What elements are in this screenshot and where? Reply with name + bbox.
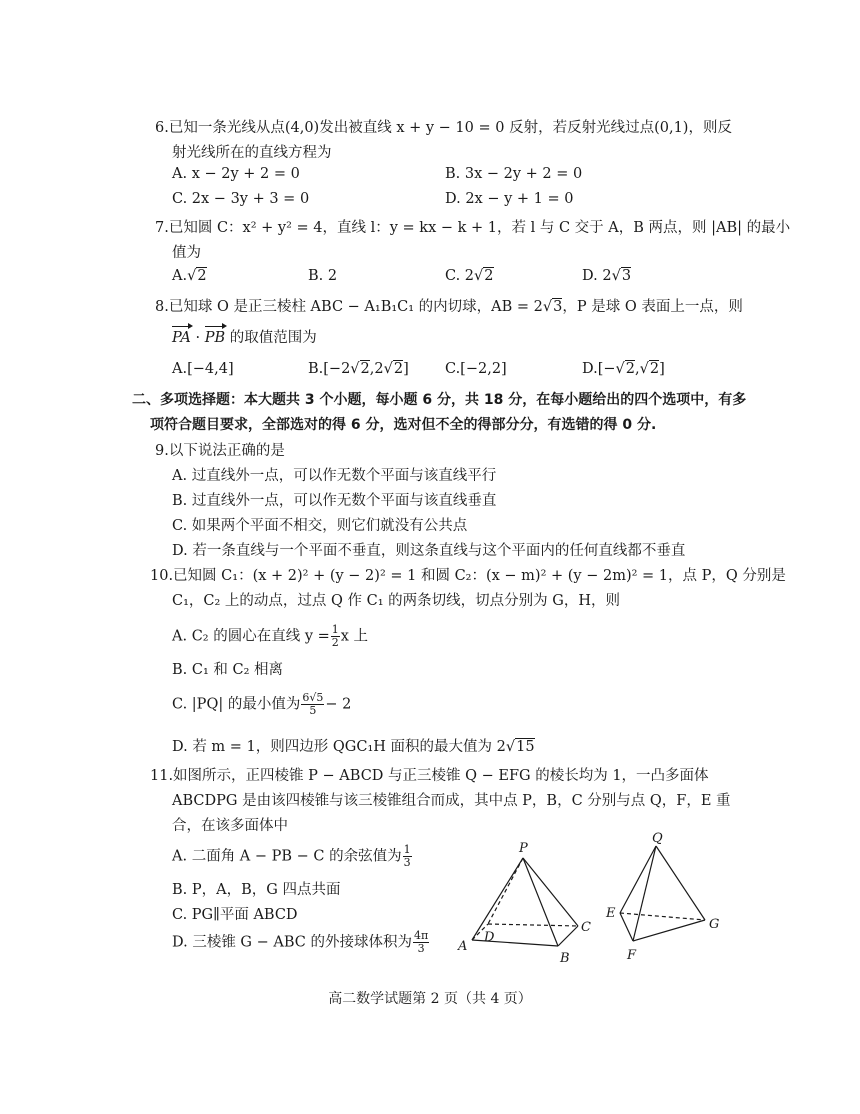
label-q: Q xyxy=(652,831,663,846)
label-e: E xyxy=(606,906,616,921)
q6-stem-line2: 射光线所在的直线方程为 xyxy=(172,145,332,161)
q8-stem-line2: PA · PB 的取值范围为 xyxy=(172,330,317,346)
tetrahedron-figure xyxy=(620,846,705,941)
label-d: D xyxy=(484,930,495,945)
q10-option-a: A. C₂ 的圆心在直线 y = $\frac{1}{2}$ x 上 xyxy=(172,623,369,649)
q10-stem-line1: 10.已知圆 C₁：(x + 2)² + (y − 2)² = 1 和圆 C₂：(x − m)² + (y − 2m)² = 1，点 P，Q 分别是 xyxy=(150,568,786,584)
q10-stem-line2: C₁，C₂ 上的动点，过点 Q 作 C₁ 的两条切线，切点分别为 G，H，则 xyxy=(172,593,620,609)
label-a: A xyxy=(458,939,468,954)
q7-stem-line2: 值为 xyxy=(172,245,201,261)
label-c: C xyxy=(581,920,591,935)
page-footer: 高二数学试题第 2 页（共 4 页） xyxy=(328,991,532,1007)
q9-stem: 9.以下说法正确的是 xyxy=(155,443,285,459)
q11-stem-line3: 合，在该多面体中 xyxy=(172,818,288,834)
q7-stem-line1: 7.已知圆 C：x² + y² = 4，直线 l：y = kx − k + 1，若 l 与 C 交于 A，B 两点，则 |AB| 的最小 xyxy=(155,220,791,236)
q6-option-d: D. 2x − y + 1 = 0 xyxy=(445,191,574,207)
q11-stem-line2: ABCDPG 是由该四棱锥与该三棱锥组合而成，其中点 P，B，C 分别与点 Q，F，E 重 xyxy=(172,793,731,809)
q6-option-c: C. 2x − 3y + 3 = 0 xyxy=(172,191,310,207)
section2-heading-line2: 项符合题目要求，全部选对的得 6 分，选对但不全的得部分分，有选错的得 0 分. xyxy=(150,417,657,433)
q10-option-b: B. C₁ 和 C₂ 相离 xyxy=(172,662,284,678)
q10-option-d: D. 若 m = 1，则四边形 QGC₁H 面积的最大值为 2√15 xyxy=(172,739,535,755)
q11-figure xyxy=(450,828,740,968)
q11-option-b: B. P，A，B，G 四点共面 xyxy=(172,882,341,898)
q9-option-b: B. 过直线外一点，可以作无数个平面与该直线垂直 xyxy=(172,493,497,509)
q11-option-a: A. 二面角 A − PB − C 的余弦值为 $\frac{1}{3}$ xyxy=(172,843,411,869)
q9-option-c: C. 如果两个平面不相交，则它们就没有公共点 xyxy=(172,518,468,534)
q7-option-a: A.√2 xyxy=(172,268,207,284)
q8-option-d: D.[−√2,√2] xyxy=(582,361,665,377)
q6-option-b: B. 3x − 2y + 2 = 0 xyxy=(445,166,583,182)
q8-option-a: A.[−4,4] xyxy=(172,361,234,377)
q11-option-d: D. 三棱锥 G − ABC 的外接球体积为 $\frac{4\pi}{3}$ xyxy=(172,929,429,955)
label-g: G xyxy=(709,917,720,932)
q6-option-a: A. x − 2y + 2 = 0 xyxy=(172,166,300,182)
q8-option-c: C.[−2,2] xyxy=(445,361,507,377)
q7-option-d: D. 2√3 xyxy=(582,268,632,284)
q7-option-c: C. 2√2 xyxy=(445,268,494,284)
q9-option-a: A. 过直线外一点，可以作无数个平面与该直线平行 xyxy=(172,468,497,484)
label-b: B xyxy=(560,951,570,966)
q10-option-c: C. |PQ| 的最小值为 $\frac{6√5}{5}$ − 2 xyxy=(172,691,352,717)
label-p: P xyxy=(519,841,528,856)
label-f: F xyxy=(627,948,637,963)
q9-option-d: D. 若一条直线与一个平面不垂直，则这条直线与这个平面内的任何直线都不垂直 xyxy=(172,543,686,559)
q8-stem-line1: 8.已知球 O 是正三棱柱 ABC − A₁B₁C₁ 的内切球，AB = 2√3，P 是球 O 表面上一点，则 xyxy=(155,299,743,315)
section2-heading-line1: 二、多项选择题：本大题共 3 个小题，每小题 6 分，共 18 分，在每小题给出的四个选项中，有多 xyxy=(132,392,747,408)
q6-stem-line1: 6.已知一条光线从点(4,0)发出被直线 x + y − 10 = 0 反射，若反射光线过点(0,1)，则反 xyxy=(155,120,732,136)
q11-option-c: C. PG∥平面 ABCD xyxy=(172,907,298,923)
q8-option-b: B.[−2√2,2√2] xyxy=(308,361,409,377)
q11-stem-line1: 11.如图所示，正四棱锥 P − ABCD 与正三棱锥 Q − EFG 的棱长均为 1，一凸多面体 xyxy=(150,768,709,784)
q7-option-b: B. 2 xyxy=(308,268,338,284)
